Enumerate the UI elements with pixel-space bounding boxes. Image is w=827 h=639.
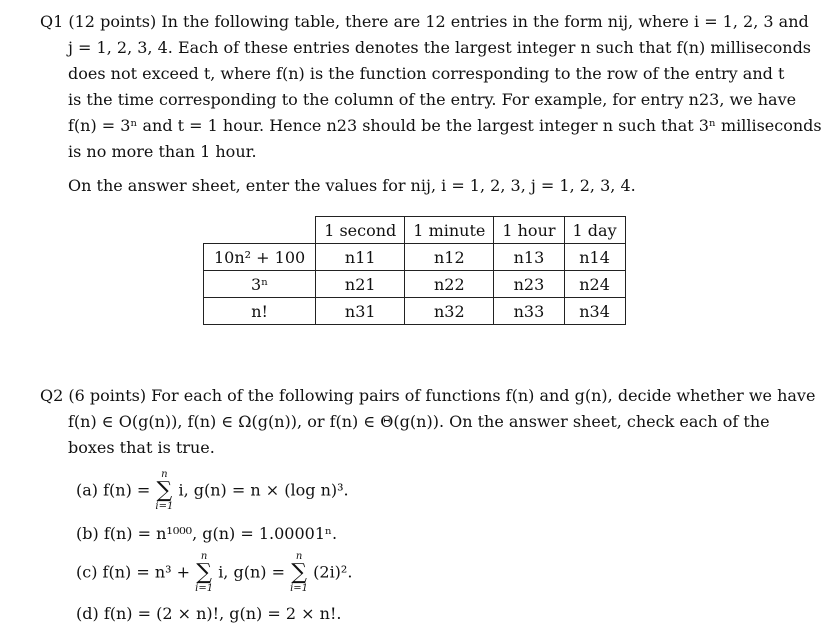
table-col-header: 1 day — [564, 217, 625, 244]
table-cell: n31 — [316, 298, 405, 325]
table-cell: n13 — [494, 244, 564, 271]
q1-line-3: does not exceed t, where f(n) is the function corresponding to the row of the entry and t — [68, 64, 785, 83]
sum-symbol — [290, 552, 308, 594]
table-cell: n12 — [405, 244, 494, 271]
table-cell: n24 — [564, 271, 625, 298]
table-cell: n23 — [494, 271, 564, 298]
q2-item-c — [76, 552, 352, 594]
table-header-row — [204, 217, 626, 244]
item-c-mid: i, g(n) = — [218, 562, 285, 582]
table-row — [204, 271, 626, 298]
item-c-f: f(n) = n³ + — [102, 562, 191, 582]
item-a-f: f(n) = — [103, 480, 151, 500]
item-b-text: f(n) = n¹⁰⁰⁰, g(n) = 1.00001ⁿ. — [103, 524, 338, 543]
sigma-icon: ∑ — [291, 560, 307, 585]
table-col-header: 1 minute — [405, 217, 494, 244]
table-cell: n21 — [316, 271, 405, 298]
q2-item-a — [76, 470, 349, 512]
sigma-icon: ∑ — [156, 478, 173, 503]
q1-line-6: is no more than 1 hour. — [68, 142, 257, 161]
q1-line-4: is the time corresponding to the column of the entry. For example, for entry n23, we have — [68, 90, 797, 109]
q2-item-b — [76, 524, 337, 543]
item-d-text: f(n) = (2 × n)!, g(n) = 2 × n!. — [103, 604, 342, 623]
sum-symbol — [155, 470, 173, 512]
table-row — [204, 244, 626, 271]
table-col-header: 1 second — [316, 217, 405, 244]
sum-lower-limit: i=1 — [195, 583, 214, 594]
q1-line-2: j = 1, 2, 3, 4. Each of these entries denotes the largest integer n such that f(n) milliseconds — [68, 38, 812, 57]
table-cell: n22 — [405, 271, 494, 298]
item-c-rest: (2i)². — [313, 562, 353, 582]
q1-line-5: f(n) = 3ⁿ and t = 1 hour. Hence n23 should be the largest integer n such that 3ⁿ milliseconds — [68, 116, 822, 135]
table-row-label: 10n² + 100 — [204, 244, 316, 271]
sum-lower-limit: i=1 — [155, 501, 174, 512]
table-col-header: 1 hour — [494, 217, 564, 244]
item-d-label: (d) — [76, 604, 99, 623]
sum-upper-limit: n — [295, 551, 303, 562]
table-row — [204, 298, 626, 325]
item-a-label: (a) — [76, 480, 99, 500]
q2-line-2: f(n) ∈ O(g(n)), f(n) ∈ Ω(g(n)), or f(n) ∈ Θ(g(n)). On the answer sheet, check each of the — [68, 412, 770, 431]
item-a-rest: i, g(n) = n × (log n)³. — [178, 480, 349, 500]
q2-item-d — [76, 604, 341, 623]
sum-upper-limit: n — [161, 469, 168, 480]
sum-upper-limit: n — [200, 551, 208, 562]
table-row-label: n! — [204, 298, 316, 325]
table-cell: n11 — [316, 244, 405, 271]
q1-line-1: Q1 (12 points) In the following table, there are 12 entries in the form nij, where i = 1, 2, 3 and — [40, 12, 809, 31]
table-corner-cell — [204, 217, 316, 244]
q2-line-1: Q2 (6 points) For each of the following pairs of functions f(n) and g(n), decide whether we have — [40, 386, 816, 405]
q1-instruction: On the answer sheet, enter the values for nij, i = 1, 2, 3, j = 1, 2, 3, 4. — [68, 176, 636, 195]
item-b-label: (b) — [76, 524, 99, 543]
sigma-icon: ∑ — [196, 560, 212, 585]
answer-table — [203, 216, 626, 325]
q2-line-3: boxes that is true. — [68, 438, 215, 457]
table-row-label: 3ⁿ — [204, 271, 316, 298]
item-c-label: (c) — [76, 562, 98, 582]
table-cell: n14 — [564, 244, 625, 271]
sum-lower-limit: i=1 — [290, 583, 309, 594]
table-cell: n34 — [564, 298, 625, 325]
table-cell: n32 — [405, 298, 494, 325]
table-cell: n33 — [494, 298, 564, 325]
sum-symbol — [195, 552, 213, 594]
